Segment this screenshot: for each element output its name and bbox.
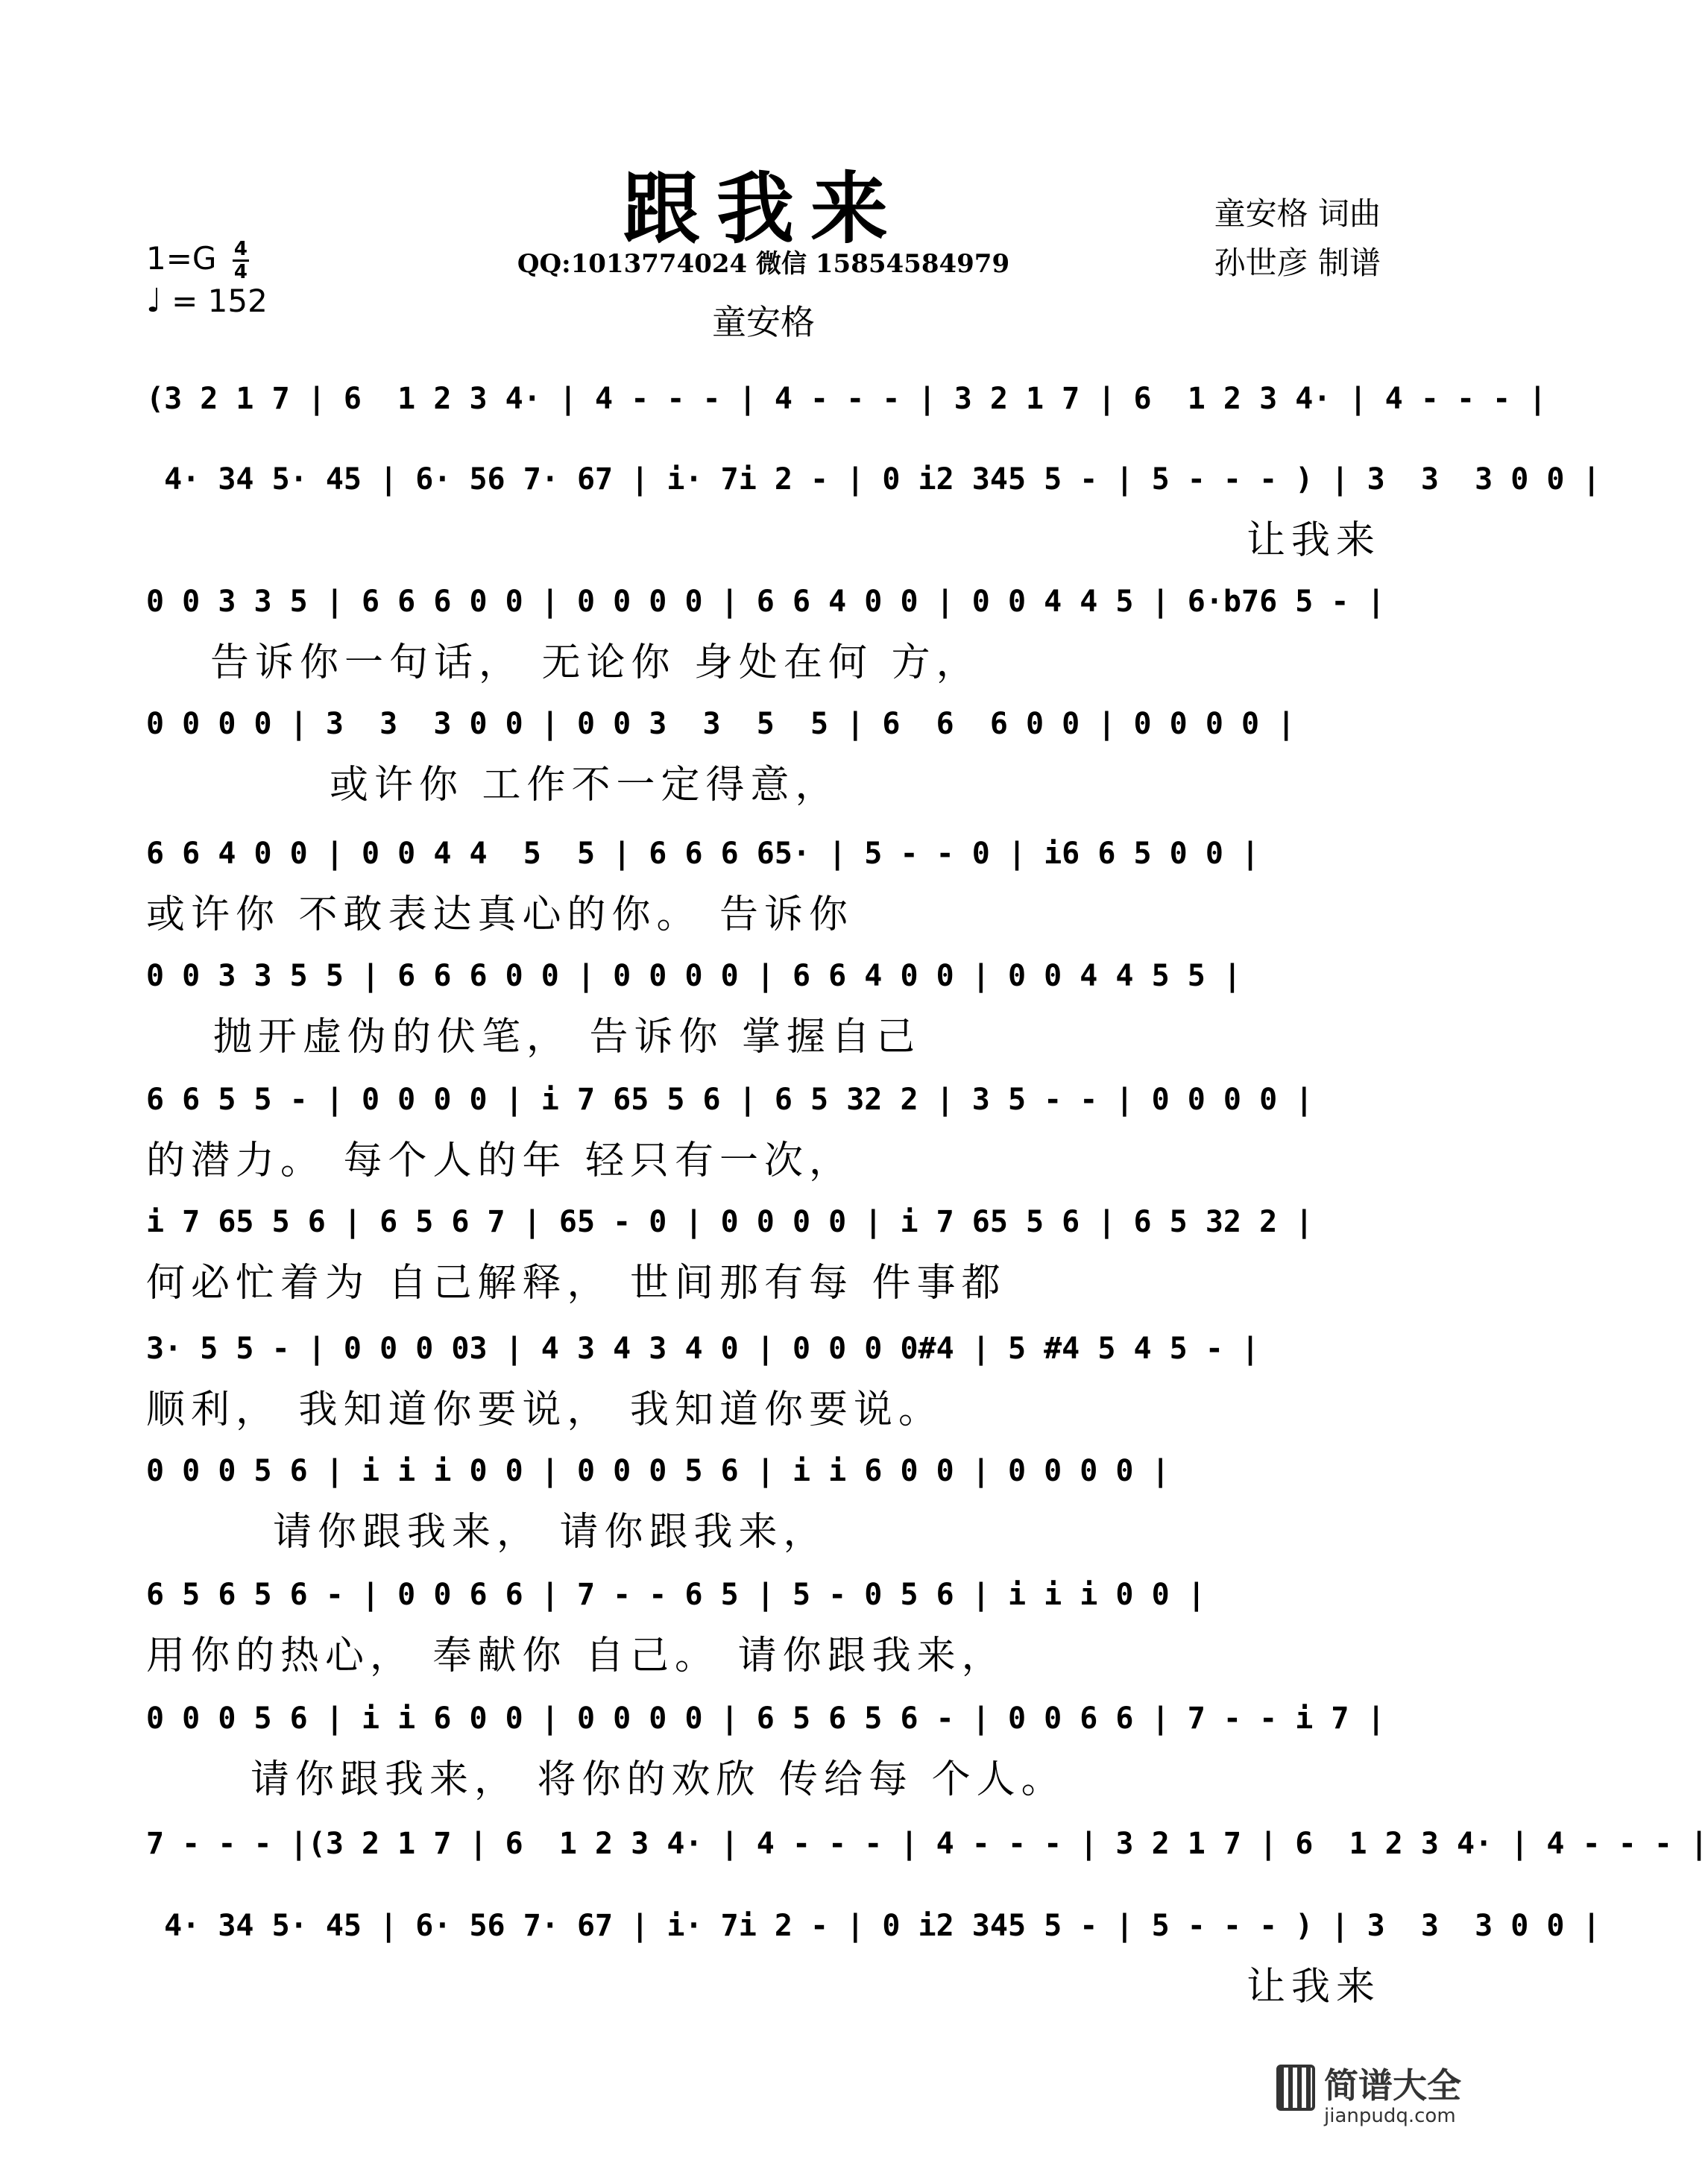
staff-lyric: 或许你 工作不一定得意， (330, 763, 840, 807)
staff-notes: i 7 65 5 6 | 6 5 6 7 | 65 - 0 | 0 0 0 0 | i 7 65 5 6 | 6 5 32 2 | (146, 1205, 1314, 1239)
meter-bottom: 4 (233, 261, 248, 283)
staff-row-2 (146, 453, 1601, 573)
staff-row-5 (146, 828, 1381, 947)
staff-lyric: 请你跟我来， 请你跟我来， (273, 1510, 828, 1555)
meter-top: 4 (233, 238, 248, 260)
staff-row-3 (146, 576, 1385, 695)
credit-lyrics-music: 童安格 词曲 (1214, 195, 1381, 232)
staff-lyric: 抛开虚伪的伏笔， 告诉你 掌握自己 (213, 1015, 921, 1059)
quarter-note-icon: ♩ (146, 282, 162, 320)
piano-keys-icon (1276, 2065, 1315, 2111)
staff-row-14 (146, 1900, 1601, 2019)
staff-row-9 (146, 1323, 1381, 1442)
staff-notes: 0 0 0 0 | 3 3 3 0 0 | 0 0 3 3 5 5 | 6 6 6 0 0 | 0 0 0 0 | (146, 707, 1296, 741)
staff-notes: 7 - - - |(3 2 1 7 | 6 1 2 3 4· | 4 - - - | 4 - - - | 3 2 1 7 | 6 1 2 3 4· | 4 - - - | (146, 1827, 1708, 1861)
staff-row-12 (146, 1693, 1385, 1812)
staff-lyric: 请你跟我来， 将你的欢欣 传给每 个人。 (250, 1757, 1066, 1802)
staff-lyric: 的潜力。 每个人的年 轻只有一次， (146, 1139, 854, 1183)
staff-notes: 6 5 6 5 6 - | 0 0 6 6 | 7 - - 6 5 | 5 - 0 5 6 | i i i 0 0 | (146, 1578, 1206, 1612)
credit-arranger: 孙世彦 制谱 (1214, 245, 1381, 281)
staff-row-4 (146, 698, 1381, 817)
song-title: 跟我来 (622, 163, 904, 254)
staff-notes: 0 0 0 5 6 | i i i 0 0 | 0 0 0 5 6 | i i 6 0 0 | 0 0 0 0 | (146, 1454, 1170, 1488)
staff-row-10 (146, 1445, 1381, 1564)
staff-lyric: 让我来 (1246, 1965, 1381, 2009)
staff-row-7 (146, 1074, 1381, 1193)
tempo-value: = 152 (171, 283, 268, 319)
staff-row-11 (146, 1569, 1381, 1688)
singer-name: 童安格 (712, 302, 815, 342)
staff-notes: 4· 34 5· 45 | 6· 56 7· 67 | i· 7i 2 - | 0 i2 345 5 - | 5 - - - ) | 3 3 3 0 0 | (146, 462, 1601, 497)
staff-lyric: 用你的热心， 奉献你 自己。 请你跟我来， (146, 1634, 1006, 1678)
staff-lyric: 告诉你一句话， 无论你 身处在何 方， (210, 640, 981, 685)
key-label: 1=G (146, 240, 217, 277)
watermark-title: 简谱大全 (1324, 2065, 1461, 2106)
watermark-url: jianpudq.com (1324, 2105, 1456, 2127)
staff-row-8 (146, 1196, 1381, 1315)
staff-notes: 3· 5 5 - | 0 0 0 03 | 4 3 4 3 4 0 | 0 0 0 0#4 | 5 #4 5 4 5 - | (146, 1332, 1260, 1366)
staff-notes: 6 6 5 5 - | 0 0 0 0 | i 7 65 5 6 | 6 5 32 2 | 3 5 - - | 0 0 0 0 | (146, 1083, 1314, 1117)
contact-info: QQ:1013774024 微信 15854584979 (517, 249, 1010, 279)
staff-row-6 (146, 950, 1381, 1069)
staff-lyric: 让我来 (1246, 518, 1381, 563)
staff-lyric: 何必忙着为 自己解释， 世间那有每 件事都 (146, 1261, 1006, 1306)
site-watermark (1276, 2056, 1500, 2138)
staff-lyric: 或许你 不敢表达真心的你。 告诉你 (146, 892, 854, 937)
staff-notes: 0 0 3 3 5 5 | 6 6 6 0 0 | 0 0 0 0 | 6 6 4 0 0 | 0 0 4 4 5 5 | (146, 959, 1242, 993)
staff-notes: 0 0 3 3 5 | 6 6 6 0 0 | 0 0 0 0 | 6 6 4 0 0 | 0 0 4 4 5 | 6·b76 5 - | (146, 585, 1385, 619)
staff-lyric: 顺利， 我知道你要说， 我知道你要说。 (146, 1388, 944, 1432)
staff-notes: 6 6 4 0 0 | 0 0 4 4 5 5 | 6 6 6 65· | 5 - - 0 | i6 6 5 0 0 | (146, 837, 1260, 871)
staff-notes: 0 0 0 5 6 | i i 6 0 0 | 0 0 0 0 | 6 5 6 5 6 - | 0 0 6 6 | 7 - - i 7 | (146, 1701, 1385, 1736)
staff-notes: 4· 34 5· 45 | 6· 56 7· 67 | i· 7i 2 - | 0 i2 345 5 - | 5 - - - ) | 3 3 3 0 0 | (146, 1909, 1601, 1943)
staff-notes: (3 2 1 7 | 6 1 2 3 4· | 4 - - - | 4 - - - | 3 2 1 7 | 6 1 2 3 4· | 4 - - - | (146, 382, 1547, 416)
